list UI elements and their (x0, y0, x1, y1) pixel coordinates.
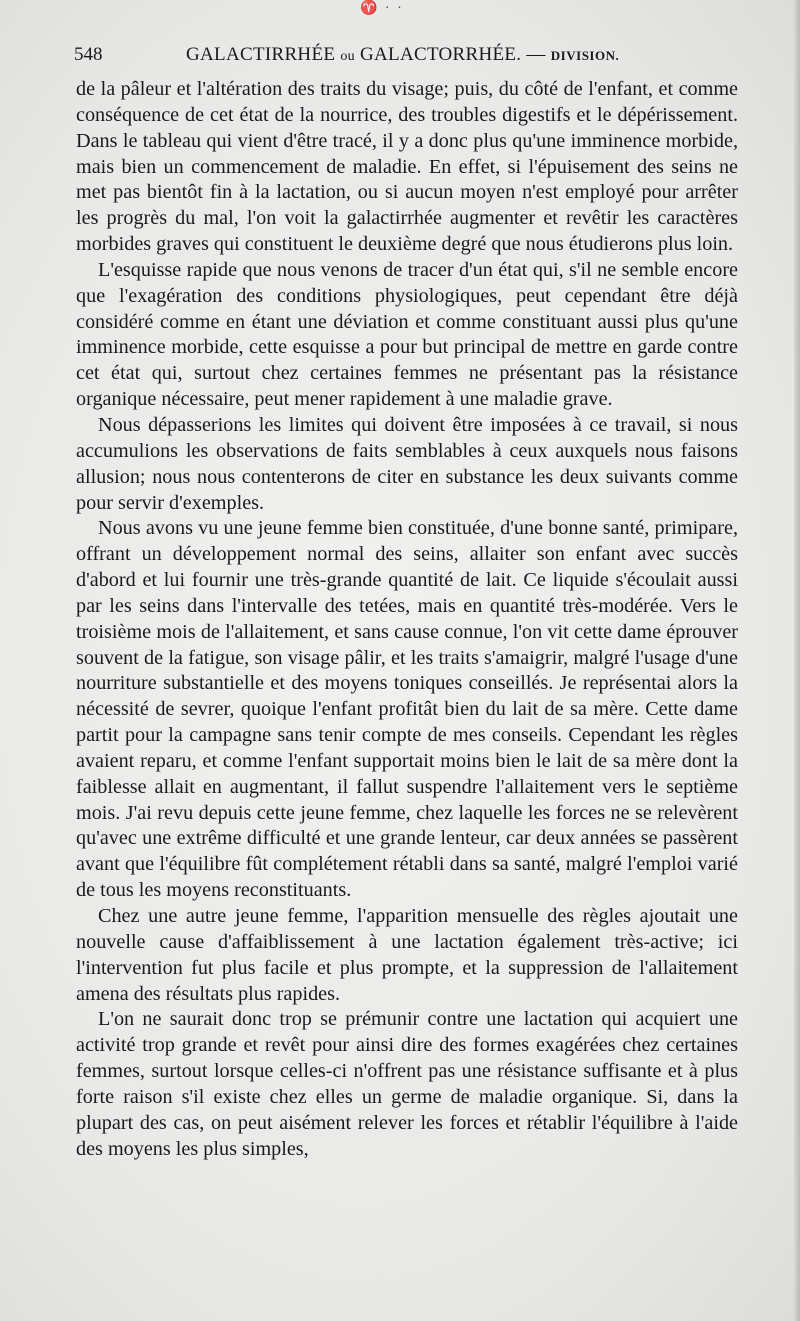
paragraph-3: Nous dépasserions les limites qui doivent être imposées à ce travail, si nous accumulions les observations de faits semblables à ceux auxquels nous faisons allusion; nous nous contenterons de citer en substance les deux suivants comme pour servir d'exemples. (76, 413, 738, 514)
title-or: ou (340, 49, 355, 64)
title-part1: GALACTIRRHÉE (186, 44, 336, 65)
page-number: 548 (74, 44, 103, 65)
body-text (76, 77, 738, 1162)
printer-ornament: ♈ · · (360, 1, 404, 16)
paragraph-2: L'esquisse rapide que nous venons de tracer d'un état qui, s'il ne semble encore que l'exagération des conditions physiologiques, peut cependant être déjà considéré comme en étant une déviation et comme constituant aussi plus qu'une imminence morbide, cette esquisse a pour but principal de mettre en garde contre cet état qui, surtout chez certaines femmes ne présentant pas la résistance organique nécessaire, peut mener rapidement à une maladie grave. (76, 258, 738, 411)
paragraph-4: Nous avons vu une jeune femme bien constituée, d'une bonne santé, primipare, offrant un développement normal des seins, allaiter son enfant avec succès d'abord et lui fournir une très-grande quantité de lait. Ce liquide s'écoulait aussi par les seins dans l'intervalle des tetées, mais en quantité très-modérée. Vers le troisième mois de l'allaitement, et sans cause connue, l'on vit cette dame éprouver souvent de la fatigue, son visage pâlir, et les traits s'amaigrir, malgré l'usage d'une nourriture substantielle et des moyens toniques conseillés. Je représentai alors la nécessité de sevrer, quoique l'enfant profitât bien du lait de sa mère. Cette dame partit pour la campagne sans tenir compte de mes conseils. Cependant les règles avaient reparu, et comme l'enfant supportait moins bien le lait de sa mère dont la faiblesse allait en augmentant, il fallut suspendre l'allaitement vers le septième mois. J'ai revu depuis cette jeune femme, chez laquelle les forces ne se relevèrent qu'avec une extrême difficulté et une grande lenteur, car deux années se passèrent avant que l'équilibre fût complétement rétabli dans sa santé, malgré l'emploi varié de tous les moyens reconstituants. (76, 517, 738, 902)
paragraph-1: de la pâleur et l'altération des traits du visage; puis, du côté de l'enfant, et comme conséquence de cet état de la nourrice, des troubles digestifs et le dépérissement. Dans le tableau qui vient d'être tracé, il y a donc plus qu'une imminence morbide, mais bien un commencement de maladie. En effet, si l'épuisement des seins ne met pas bientôt fin à la lactation, ou si aucun moyen n'est employé pour arrêter les progrès du mal, l'on voit la galactirrhée augmenter et revêtir les caractères morbides graves qui constituent le deuxième degré que nous étudierons plus loin. (76, 78, 738, 256)
title-section: DIVISION. (550, 48, 620, 63)
paragraph-6: L'on ne saurait donc trop se prémunir contre une lactation qui acquiert une activité trop grande et revêt pour ainsi dire des formes exagérées chez certaines femmes, surtout lorsque celles-ci n'offrent pas une résistance suffisante et à plus forte raison s'il existe chez elles un germe de maladie organique. Si, dans la plupart des cas, on peut aisément relever les forces et rétablir l'équilibre à l'aide des moyens les plus simples, (76, 1008, 738, 1160)
paragraph-5: Chez une autre jeune femme, l'apparition mensuelle des règles ajoutait une nouvelle cause d'affaiblissement à une lactation également très-active; ici l'intervention fut plus facile et plus prompte, et la suppression de l'allaitement amena des résultats plus rapides. (76, 905, 738, 1005)
title-dash: — (526, 44, 546, 65)
running-head (74, 44, 738, 74)
running-title (186, 44, 619, 66)
title-part2: GALACTORRHÉE. (360, 44, 522, 65)
page-edge-shadow (794, 0, 800, 1321)
